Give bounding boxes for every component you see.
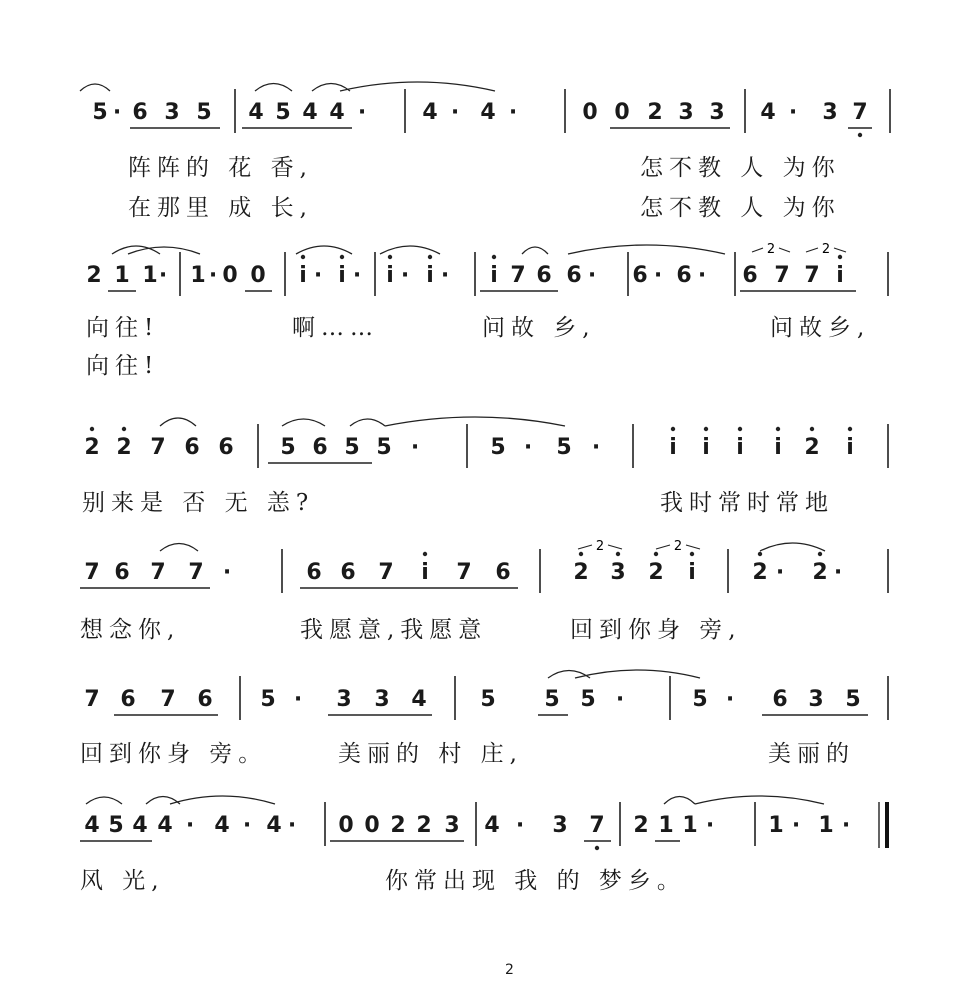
- lyric-line: 我愿意,我愿意: [300, 617, 488, 643]
- lyric-line: 回到你身 旁。: [80, 741, 268, 767]
- note: ·: [313, 263, 323, 288]
- note: 7: [150, 435, 166, 460]
- lyric-line: 啊……: [292, 315, 379, 341]
- note: ·: [440, 263, 450, 288]
- note: 0: [582, 100, 598, 125]
- note: ·: [841, 813, 851, 838]
- note: ·: [697, 263, 707, 288]
- note: i: [846, 435, 854, 460]
- lyric-line: 别来是 否 无 恙?: [82, 490, 315, 516]
- lyric-line: 在那里 成 长,: [128, 195, 313, 221]
- slur: [86, 797, 122, 804]
- note: 6: [495, 560, 511, 585]
- lyric-line: 阵阵的 花 香,: [128, 155, 313, 181]
- note: 4: [302, 100, 318, 125]
- lyric-line: 问故 乡,: [482, 315, 596, 341]
- note: 2: [84, 435, 100, 460]
- note: 1: [682, 813, 698, 838]
- note: 2: [812, 560, 828, 585]
- lyric-line: 怎不教 人 为你: [640, 195, 841, 221]
- note: 4: [480, 100, 496, 125]
- tuplet-number: 2: [595, 539, 605, 554]
- note: i: [836, 263, 844, 288]
- note: i: [421, 560, 429, 585]
- note: ·: [112, 100, 122, 125]
- note: 6: [184, 435, 200, 460]
- lyric-line: 想念你,: [80, 617, 181, 643]
- note: 3: [709, 100, 725, 125]
- note: 7: [456, 560, 472, 585]
- note: 2: [116, 435, 132, 460]
- note: 3: [822, 100, 838, 125]
- note: 4: [411, 687, 427, 712]
- note: ·: [222, 560, 232, 585]
- note: 3: [444, 813, 460, 838]
- note: 5: [108, 813, 124, 838]
- note: 1: [818, 813, 834, 838]
- note: 6: [197, 687, 213, 712]
- note: 5: [692, 687, 708, 712]
- note: i: [669, 435, 677, 460]
- note: 3: [552, 813, 568, 838]
- note: ·: [591, 435, 601, 460]
- note: i: [299, 263, 307, 288]
- lyric-line: 问故乡,: [770, 315, 871, 341]
- note: ·: [791, 813, 801, 838]
- note: 6: [114, 560, 130, 585]
- note: 5: [556, 435, 572, 460]
- note: 2: [752, 560, 768, 585]
- note: 7: [589, 813, 605, 838]
- note: ·: [287, 813, 297, 838]
- note: i: [338, 263, 346, 288]
- lyric-line: 怎不教 人 为你: [640, 155, 841, 181]
- slur: [695, 796, 824, 804]
- note: 4: [422, 100, 438, 125]
- note: 2: [86, 263, 102, 288]
- note: 2: [647, 100, 663, 125]
- note: 6: [132, 100, 148, 125]
- note: 4: [484, 813, 500, 838]
- note: 1: [768, 813, 784, 838]
- note: i: [386, 263, 394, 288]
- note: ·: [615, 687, 625, 712]
- note: 6: [566, 263, 582, 288]
- note: ·: [400, 263, 410, 288]
- note: ·: [410, 435, 420, 460]
- note: 3: [808, 687, 824, 712]
- note: ·: [523, 435, 533, 460]
- note: 4: [266, 813, 282, 838]
- slur: [664, 797, 695, 805]
- note: 5: [580, 687, 596, 712]
- lyric-line: 美丽的 村 庄,: [338, 741, 523, 767]
- note: ·: [833, 560, 843, 585]
- note: 4: [132, 813, 148, 838]
- note: 4: [157, 813, 173, 838]
- note: 7: [150, 560, 166, 585]
- note: ·: [775, 560, 785, 585]
- note: 4: [760, 100, 776, 125]
- note: 5: [490, 435, 506, 460]
- lyric-line: 回到你身 旁,: [570, 617, 742, 643]
- note: 4: [84, 813, 100, 838]
- note: 2: [390, 813, 406, 838]
- slur: [170, 796, 275, 804]
- note: 0: [338, 813, 354, 838]
- note: 4: [214, 813, 230, 838]
- note: 2: [573, 560, 589, 585]
- note: i: [688, 560, 696, 585]
- note: ·: [705, 813, 715, 838]
- note: 2: [633, 813, 649, 838]
- note: 7: [84, 560, 100, 585]
- note: ·: [508, 100, 518, 125]
- note: 3: [374, 687, 390, 712]
- note: 6: [772, 687, 788, 712]
- note: i: [702, 435, 710, 460]
- note: i: [490, 263, 498, 288]
- note: 7: [804, 263, 820, 288]
- note: 5: [275, 100, 291, 125]
- note: 6: [120, 687, 136, 712]
- note: 5: [376, 435, 392, 460]
- note: 6: [632, 263, 648, 288]
- lyric-line: 美丽的: [768, 741, 855, 767]
- note: 3: [678, 100, 694, 125]
- note: ·: [653, 263, 663, 288]
- note: 6: [536, 263, 552, 288]
- note: 2: [804, 435, 820, 460]
- lyric-line: 风 光,: [80, 868, 165, 894]
- note: 5: [480, 687, 496, 712]
- note: 6: [742, 263, 758, 288]
- note: i: [426, 263, 434, 288]
- lyric-line: 你常出现 我 的 梦乡。: [385, 868, 686, 894]
- note: ·: [293, 687, 303, 712]
- note: ·: [515, 813, 525, 838]
- note: ·: [357, 100, 367, 125]
- note: 1: [190, 263, 206, 288]
- note: 6: [676, 263, 692, 288]
- note: 5: [92, 100, 108, 125]
- note: 6: [218, 435, 234, 460]
- note: i: [736, 435, 744, 460]
- note: 7: [510, 263, 526, 288]
- note: 6: [340, 560, 356, 585]
- note: 1: [658, 813, 674, 838]
- note: 3: [610, 560, 626, 585]
- note: 0: [614, 100, 630, 125]
- note: 0: [222, 263, 238, 288]
- note: ·: [185, 813, 195, 838]
- note: 7: [84, 687, 100, 712]
- note: 6: [312, 435, 328, 460]
- note: 5: [344, 435, 360, 460]
- note: 4: [329, 100, 345, 125]
- note: 6: [306, 560, 322, 585]
- tuplet-number: 2: [766, 242, 776, 257]
- note: 2: [648, 560, 664, 585]
- note: 5: [196, 100, 212, 125]
- note: ·: [242, 813, 252, 838]
- note: ·: [587, 263, 597, 288]
- note: 3: [336, 687, 352, 712]
- note: ·: [725, 687, 735, 712]
- note: 3: [164, 100, 180, 125]
- note: 4: [248, 100, 264, 125]
- note: 5: [845, 687, 861, 712]
- note: 0: [364, 813, 380, 838]
- tuplet-number: 2: [673, 539, 683, 554]
- lyric-line: 向往!: [86, 315, 160, 341]
- lyric-line: 我时常时常地: [660, 490, 834, 516]
- page-number: 2: [505, 962, 514, 978]
- note: ·: [788, 100, 798, 125]
- note: ·: [352, 263, 362, 288]
- note: 5: [544, 687, 560, 712]
- note: ·: [208, 263, 218, 288]
- octave-dot-low: [595, 846, 599, 850]
- note: 7: [852, 100, 868, 125]
- note: 2: [416, 813, 432, 838]
- note: 7: [774, 263, 790, 288]
- note: ·: [450, 100, 460, 125]
- note: 1: [114, 263, 130, 288]
- note: 1: [142, 263, 158, 288]
- tuplet-number: 2: [821, 242, 831, 257]
- note: 7: [160, 687, 176, 712]
- note: i: [774, 435, 782, 460]
- note: 7: [378, 560, 394, 585]
- lyric-line: 向往!: [86, 353, 160, 379]
- note: ·: [158, 263, 168, 288]
- note: 0: [250, 263, 266, 288]
- note: 7: [188, 560, 204, 585]
- note: 5: [260, 687, 276, 712]
- note: 5: [280, 435, 296, 460]
